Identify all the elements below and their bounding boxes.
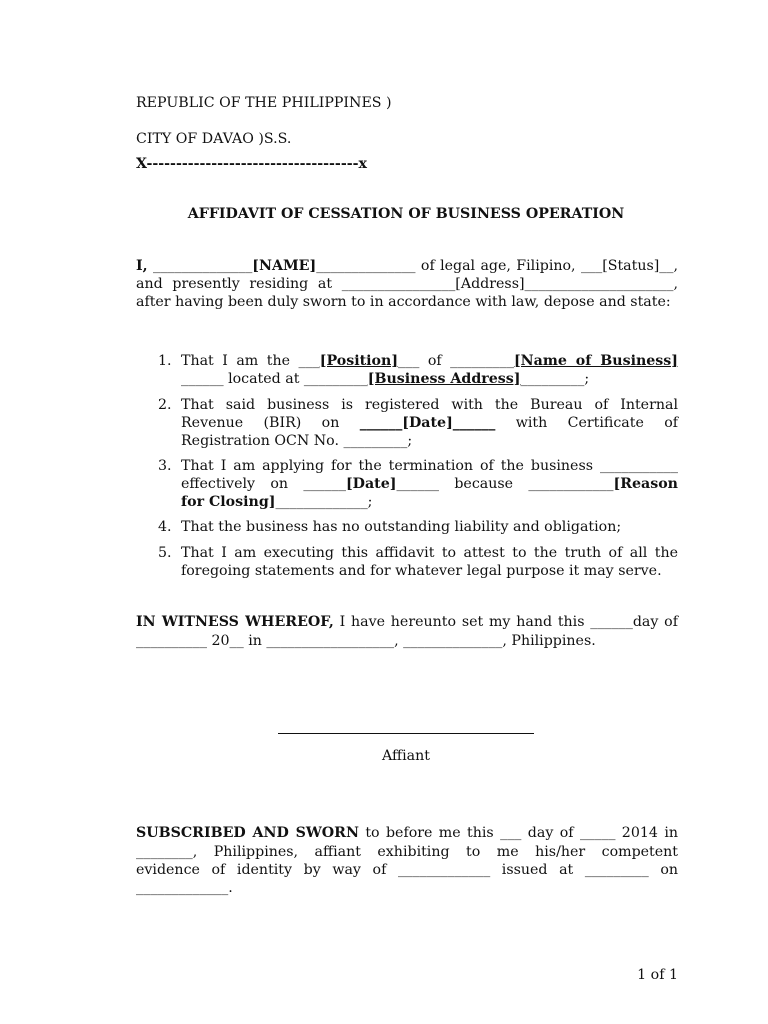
page-number: 1 of 1 xyxy=(637,967,678,983)
position-placeholder: [Position] xyxy=(319,353,399,369)
business-address-placeholder: [Business Address] xyxy=(367,371,521,387)
document-title: AFFIDAVIT OF CESSATION OF BUSINESS OPERATION xyxy=(187,206,625,222)
intro-line-1 xyxy=(136,257,678,275)
item-number: 5. xyxy=(158,545,172,561)
item-2-line-1: That said business is registered with the Bureau of Internal xyxy=(181,397,678,413)
item-number: 3. xyxy=(158,458,172,474)
affiant-label: Affiant xyxy=(382,748,430,764)
reason-placeholder-part-1: [Reason xyxy=(613,476,678,492)
witness-line-2: __________ 20__ in __________________, ______________, Philippines. xyxy=(136,633,596,649)
jurat-lead: SUBSCRIBED AND SWORN xyxy=(136,825,359,841)
business-name-placeholder: [Name of Business] xyxy=(513,353,678,369)
jurat-line-1: SUBSCRIBED AND SWORN to before me this ___ day of _____ 2014 in xyxy=(136,825,678,841)
item-4-line-1: That the business has no outstanding liability and obligation; xyxy=(181,519,622,535)
jurat-line-2: ________, Philippines, affiant exhibiting to me his/her competent xyxy=(136,844,678,860)
header-separator: X------------------------------------x xyxy=(136,156,367,172)
item-3-line-3: for Closing]_____________; xyxy=(181,494,373,510)
item-3-line-2: effectively on ______[Date]______ because ____________[Reason xyxy=(181,476,678,492)
intro-name-pre: ______________ xyxy=(152,258,253,274)
intro-lead: I, xyxy=(136,258,148,274)
intro-line-3: after having been duly sworn to in accordance with law, depose and state: xyxy=(136,294,671,310)
header-republic: REPUBLIC OF THE PHILIPPINES ) xyxy=(136,95,392,111)
item-5-line-2: foregoing statements and for whatever legal purpose it may serve. xyxy=(181,563,662,579)
item-number: 4. xyxy=(158,519,172,535)
name-placeholder: [NAME] xyxy=(252,258,317,274)
jurat-line-4: _____________. xyxy=(136,880,233,896)
signature-line xyxy=(278,733,534,734)
item-number: 2. xyxy=(158,397,172,413)
item-number: 1. xyxy=(158,353,172,369)
witness-line-1: IN WITNESS WHEREOF, I have hereunto set my hand this ______day of xyxy=(136,614,678,630)
item-3-line-1: That I am applying for the termination of the business ___________ xyxy=(181,458,678,474)
intro-name-post: ______________ xyxy=(316,258,416,274)
reason-placeholder-part-2: for Closing] xyxy=(181,494,276,510)
intro-line-2: and presently residing at ________________[Address]_____________________, xyxy=(136,276,678,292)
header-city: CITY OF DAVAO )S.S. xyxy=(136,131,292,147)
bir-date-placeholder: ______[Date]______ xyxy=(359,415,496,431)
effective-date-placeholder: [Date] xyxy=(345,476,397,492)
jurat-line-3: evidence of identity by way of _____________ issued at _________ on xyxy=(136,862,678,878)
witness-lead: IN WITNESS WHEREOF, xyxy=(136,614,334,630)
item-2-line-2: Revenue (BIR) on ______[Date]______ with Certificate of xyxy=(181,415,678,431)
item-5-line-1: That I am executing this affidavit to attest to the truth of all the xyxy=(181,545,678,561)
item-2-line-3: Registration OCN No. _________; xyxy=(181,433,413,449)
item-1-line-1: That I am the ___[Position]___ of _________[Name of Business] xyxy=(181,353,678,369)
intro-line1-rest: of legal age, Filipino, ___[Status]__, xyxy=(415,258,678,274)
item-1-line-2: ______ located at _________[Business Address]_________; xyxy=(181,371,590,387)
